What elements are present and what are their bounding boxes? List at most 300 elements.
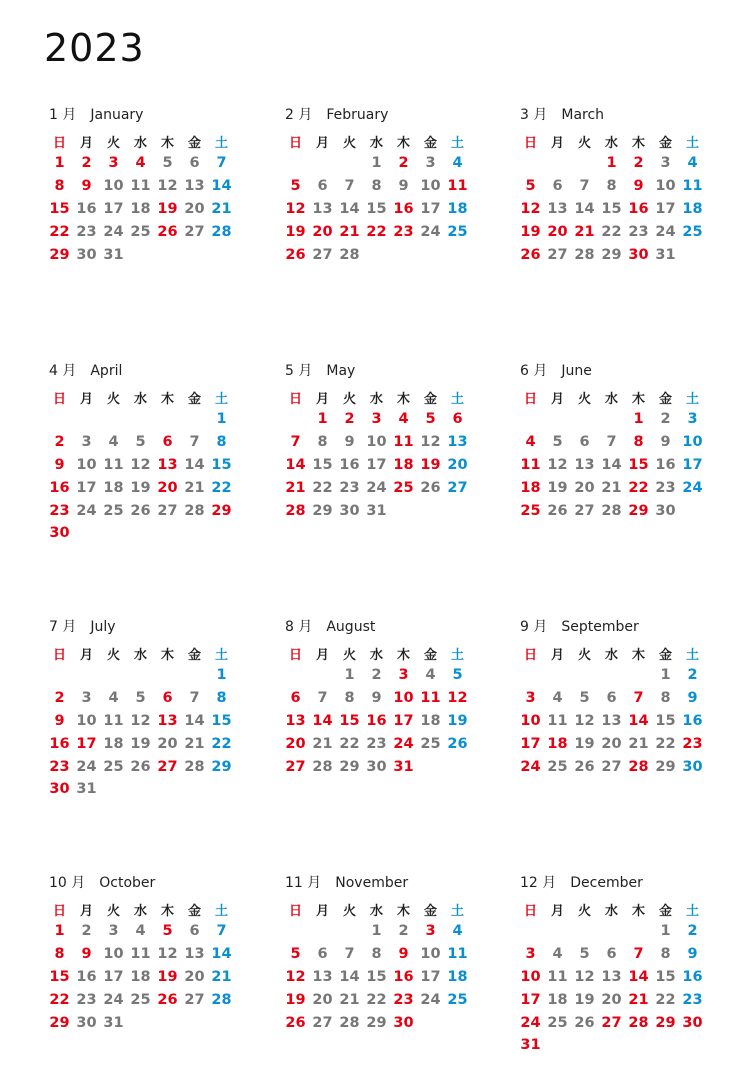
week-row	[282, 988, 482, 1011]
week-row	[46, 732, 246, 755]
weekday-label: 月	[315, 135, 329, 151]
day-cell: 17	[393, 712, 414, 729]
day-cell: 3	[108, 155, 119, 172]
day-cell: 1	[606, 155, 617, 172]
day-cell: 11	[682, 178, 703, 195]
month-header	[517, 360, 717, 380]
weekday-label: 金	[423, 135, 437, 151]
month-header	[46, 872, 246, 892]
weekday-label: 月	[79, 903, 93, 919]
month-name: October	[99, 875, 156, 891]
weekday-label: 日	[52, 135, 66, 151]
day-cell: 3	[108, 923, 119, 940]
day-cell: 4	[552, 946, 563, 963]
weekday-label: 火	[577, 647, 591, 663]
day-cell: 27	[447, 479, 468, 496]
day-cell: 11	[447, 946, 468, 963]
day-cell: 7	[344, 178, 355, 195]
month-name: March	[561, 107, 605, 123]
day-cell: 21	[339, 223, 360, 240]
day-cell: 19	[157, 200, 178, 217]
month-number: 7 月	[49, 619, 77, 635]
weekday-label: 木	[631, 647, 645, 663]
day-cell: 19	[420, 456, 441, 473]
day-cell: 17	[682, 456, 703, 473]
day-cell: 25	[393, 479, 414, 496]
day-cell: 3	[398, 667, 409, 684]
weekday-label: 木	[631, 391, 645, 407]
day-cell: 18	[103, 735, 124, 752]
day-cell: 2	[371, 667, 382, 684]
day-cell: 23	[76, 223, 97, 240]
weekday-label: 火	[577, 391, 591, 407]
day-cell: 18	[420, 712, 441, 729]
day-cell: 12	[574, 712, 595, 729]
week-row	[282, 687, 482, 710]
week-row	[46, 522, 246, 545]
day-cell: 5	[452, 667, 463, 684]
day-cell: 16	[49, 479, 70, 496]
weekday-header	[46, 386, 246, 408]
day-cell: 19	[447, 712, 468, 729]
month-name: February	[326, 107, 389, 123]
month-header	[282, 360, 482, 380]
day-cell: 3	[525, 946, 536, 963]
day-cell: 16	[393, 200, 414, 217]
week-row	[517, 408, 717, 431]
day-cell: 1	[216, 667, 227, 684]
day-cell: 20	[601, 735, 622, 752]
day-cell: 27	[601, 758, 622, 775]
weekday-label: 火	[106, 391, 120, 407]
day-cell: 2	[81, 155, 92, 172]
day-cell: 22	[628, 479, 649, 496]
week-row	[282, 152, 482, 175]
week-row	[282, 408, 482, 431]
day-cell: 21	[601, 479, 622, 496]
day-cell: 6	[189, 155, 200, 172]
day-cell: 1	[371, 923, 382, 940]
day-cell: 28	[574, 246, 595, 263]
day-cell: 23	[339, 479, 360, 496]
day-cell: 6	[552, 178, 563, 195]
week-row	[282, 710, 482, 733]
weekday-label: 金	[658, 135, 672, 151]
day-cell: 15	[49, 968, 70, 985]
day-cell: 30	[366, 758, 387, 775]
month-header	[46, 104, 246, 124]
week-row	[46, 778, 246, 801]
day-cell: 9	[660, 434, 671, 451]
weekday-label: 水	[133, 903, 147, 919]
weekday-label: 日	[523, 135, 537, 151]
day-cell: 3	[371, 411, 382, 428]
week-row	[517, 243, 717, 266]
day-cell: 25	[103, 502, 124, 519]
day-cell: 25	[130, 991, 151, 1008]
week-row	[282, 431, 482, 454]
day-cell: 1	[344, 667, 355, 684]
day-cell: 27	[574, 502, 595, 519]
day-cell: 26	[285, 1014, 306, 1031]
day-cell: 26	[130, 758, 151, 775]
week-row	[46, 408, 246, 431]
day-cell: 7	[633, 690, 644, 707]
weekday-label: 土	[214, 135, 228, 151]
weekday-label: 木	[396, 135, 410, 151]
weekday-label: 木	[160, 135, 174, 151]
day-cell: 11	[130, 178, 151, 195]
day-cell: 1	[317, 411, 328, 428]
weekday-label: 月	[315, 391, 329, 407]
week-row	[46, 431, 246, 454]
weekday-label: 土	[685, 391, 699, 407]
day-cell: 9	[81, 946, 92, 963]
day-cell: 20	[312, 991, 333, 1008]
weekday-label: 火	[106, 135, 120, 151]
month-number: 9 月	[520, 619, 548, 635]
day-cell: 28	[211, 223, 232, 240]
weekday-label: 火	[342, 135, 356, 151]
week-row	[46, 920, 246, 943]
day-cell: 27	[601, 1014, 622, 1031]
day-cell: 9	[398, 946, 409, 963]
weekday-label: 月	[550, 135, 564, 151]
day-cell: 5	[552, 434, 563, 451]
weekday-label: 日	[52, 391, 66, 407]
day-cell: 31	[76, 781, 97, 798]
month-block-may	[282, 360, 482, 522]
day-cell: 9	[81, 178, 92, 195]
month-block-july	[46, 616, 246, 801]
weekday-label: 金	[658, 647, 672, 663]
month-header	[46, 360, 246, 380]
day-cell: 10	[520, 712, 541, 729]
month-block-march	[517, 104, 717, 266]
day-cell: 14	[628, 712, 649, 729]
day-cell: 21	[184, 479, 205, 496]
day-cell: 19	[574, 735, 595, 752]
day-cell: 7	[216, 923, 227, 940]
day-cell: 10	[682, 434, 703, 451]
day-cell: 21	[628, 991, 649, 1008]
day-cell: 16	[339, 456, 360, 473]
day-cell: 24	[420, 223, 441, 240]
day-cell: 7	[633, 946, 644, 963]
weekday-label: 日	[52, 647, 66, 663]
day-cell: 13	[157, 456, 178, 473]
weekday-label: 木	[396, 647, 410, 663]
day-cell: 13	[285, 712, 306, 729]
day-cell: 13	[184, 946, 205, 963]
month-number: 8 月	[285, 619, 313, 635]
day-cell: 5	[162, 155, 173, 172]
day-cell: 16	[682, 712, 703, 729]
weekday-label: 水	[133, 647, 147, 663]
day-cell: 10	[655, 178, 676, 195]
day-cell: 12	[547, 456, 568, 473]
month-name: August	[326, 619, 376, 635]
weekday-label: 土	[685, 135, 699, 151]
week-row	[46, 243, 246, 266]
day-cell: 28	[628, 1014, 649, 1031]
day-cell: 3	[81, 434, 92, 451]
day-cell: 24	[103, 223, 124, 240]
weekday-label: 木	[396, 391, 410, 407]
day-cell: 4	[452, 155, 463, 172]
week-row	[46, 220, 246, 243]
day-cell: 20	[547, 223, 568, 240]
day-cell: 30	[393, 1014, 414, 1031]
day-cell: 14	[184, 456, 205, 473]
month-name: July	[90, 619, 116, 635]
day-cell: 25	[447, 223, 468, 240]
day-cell: 11	[420, 690, 441, 707]
day-cell: 8	[606, 178, 617, 195]
day-cell: 24	[393, 735, 414, 752]
month-number: 2 月	[285, 107, 313, 123]
day-cell: 7	[606, 434, 617, 451]
day-cell: 6	[606, 946, 617, 963]
weekday-label: 土	[685, 903, 699, 919]
day-cell: 8	[216, 434, 227, 451]
weekday-label: 土	[450, 391, 464, 407]
day-cell: 9	[398, 178, 409, 195]
day-cell: 2	[660, 411, 671, 428]
weekday-label: 日	[523, 391, 537, 407]
day-cell: 1	[54, 155, 65, 172]
day-cell: 5	[135, 434, 146, 451]
weekday-label: 土	[214, 647, 228, 663]
day-cell: 19	[547, 479, 568, 496]
day-cell: 5	[579, 690, 590, 707]
weekday-label: 月	[315, 903, 329, 919]
day-cell: 22	[339, 735, 360, 752]
weekday-label: 水	[604, 647, 618, 663]
day-cell: 1	[371, 155, 382, 172]
day-cell: 7	[317, 690, 328, 707]
day-cell: 26	[420, 479, 441, 496]
week-row	[517, 1011, 717, 1034]
day-cell: 15	[655, 968, 676, 985]
week-row	[46, 687, 246, 710]
day-cell: 26	[447, 735, 468, 752]
day-cell: 13	[601, 712, 622, 729]
day-cell: 24	[420, 991, 441, 1008]
day-cell: 14	[628, 968, 649, 985]
week-row	[517, 732, 717, 755]
day-cell: 19	[285, 223, 306, 240]
day-cell: 28	[285, 502, 306, 519]
weekday-label: 金	[187, 903, 201, 919]
day-cell: 23	[682, 735, 703, 752]
day-cell: 16	[628, 200, 649, 217]
day-cell: 27	[157, 758, 178, 775]
day-cell: 27	[547, 246, 568, 263]
day-cell: 8	[371, 178, 382, 195]
day-cell: 10	[393, 690, 414, 707]
day-cell: 26	[285, 246, 306, 263]
day-cell: 17	[76, 735, 97, 752]
day-cell: 20	[184, 200, 205, 217]
weekday-label: 水	[369, 135, 383, 151]
day-cell: 15	[312, 456, 333, 473]
month-header	[517, 872, 717, 892]
weekday-label: 火	[342, 647, 356, 663]
day-cell: 24	[520, 1014, 541, 1031]
week-row	[282, 243, 482, 266]
day-cell: 13	[447, 434, 468, 451]
month-block-october	[46, 872, 246, 1034]
weekday-header	[46, 130, 246, 152]
day-cell: 14	[312, 712, 333, 729]
day-cell: 22	[312, 479, 333, 496]
week-row	[282, 220, 482, 243]
day-cell: 12	[157, 178, 178, 195]
month-header	[517, 616, 717, 636]
month-header	[46, 616, 246, 636]
weekday-header	[517, 898, 717, 920]
day-cell: 23	[655, 479, 676, 496]
day-cell: 4	[552, 690, 563, 707]
week-row	[517, 499, 717, 522]
day-cell: 24	[366, 479, 387, 496]
weekday-label: 土	[450, 903, 464, 919]
day-cell: 12	[157, 946, 178, 963]
weekday-label: 日	[288, 135, 302, 151]
day-cell: 18	[130, 968, 151, 985]
week-row	[282, 454, 482, 477]
month-block-june	[517, 360, 717, 522]
day-cell: 6	[579, 434, 590, 451]
day-cell: 28	[211, 991, 232, 1008]
day-cell: 30	[628, 246, 649, 263]
month-number: 12 月	[520, 875, 557, 891]
month-name: May	[326, 363, 356, 379]
day-cell: 5	[425, 411, 436, 428]
day-cell: 17	[420, 968, 441, 985]
month-number: 4 月	[49, 363, 77, 379]
day-cell: 14	[574, 200, 595, 217]
weekday-label: 木	[631, 903, 645, 919]
weekday-label: 日	[52, 903, 66, 919]
week-row	[46, 476, 246, 499]
day-cell: 18	[547, 991, 568, 1008]
day-cell: 24	[76, 758, 97, 775]
weekday-label: 火	[577, 135, 591, 151]
day-cell: 28	[184, 758, 205, 775]
day-cell: 27	[285, 758, 306, 775]
day-cell: 12	[574, 968, 595, 985]
day-cell: 23	[49, 502, 70, 519]
day-cell: 16	[76, 968, 97, 985]
day-cell: 7	[579, 178, 590, 195]
month-header	[282, 872, 482, 892]
day-cell: 13	[601, 968, 622, 985]
day-cell: 9	[344, 434, 355, 451]
weekday-header	[46, 642, 246, 664]
month-number: 3 月	[520, 107, 548, 123]
weekday-label: 土	[450, 647, 464, 663]
day-cell: 22	[601, 223, 622, 240]
weekday-label: 土	[450, 135, 464, 151]
day-cell: 2	[398, 155, 409, 172]
day-cell: 3	[425, 155, 436, 172]
day-cell: 21	[184, 735, 205, 752]
weekday-label: 月	[550, 903, 564, 919]
day-cell: 25	[547, 1014, 568, 1031]
day-cell: 7	[189, 434, 200, 451]
week-row	[46, 499, 246, 522]
weekday-label: 日	[288, 647, 302, 663]
day-cell: 25	[103, 758, 124, 775]
day-cell: 7	[216, 155, 227, 172]
weekday-header	[282, 642, 482, 664]
day-cell: 6	[452, 411, 463, 428]
month-block-april	[46, 360, 246, 545]
day-cell: 22	[211, 735, 232, 752]
day-cell: 26	[130, 502, 151, 519]
week-row	[46, 664, 246, 687]
week-row	[282, 664, 482, 687]
day-cell: 3	[687, 411, 698, 428]
day-cell: 4	[108, 434, 119, 451]
day-cell: 30	[49, 525, 70, 542]
week-row	[282, 920, 482, 943]
day-cell: 5	[290, 178, 301, 195]
weekday-label: 土	[214, 391, 228, 407]
day-cell: 8	[660, 690, 671, 707]
day-cell: 26	[157, 223, 178, 240]
day-cell: 29	[655, 758, 676, 775]
week-row	[46, 198, 246, 221]
weekday-label: 月	[550, 647, 564, 663]
day-cell: 31	[366, 502, 387, 519]
month-number: 11 月	[285, 875, 322, 891]
week-row	[46, 966, 246, 989]
day-cell: 1	[54, 923, 65, 940]
day-cell: 25	[547, 758, 568, 775]
day-cell: 9	[371, 690, 382, 707]
day-cell: 17	[520, 735, 541, 752]
day-cell: 13	[312, 200, 333, 217]
day-cell: 31	[103, 246, 124, 263]
weekday-label: 水	[133, 391, 147, 407]
month-header	[282, 616, 482, 636]
day-cell: 13	[574, 456, 595, 473]
week-row	[282, 175, 482, 198]
week-row	[46, 710, 246, 733]
day-cell: 12	[447, 690, 468, 707]
month-name: September	[561, 619, 639, 635]
day-cell: 29	[655, 1014, 676, 1031]
day-cell: 5	[290, 946, 301, 963]
day-cell: 16	[655, 456, 676, 473]
week-row	[517, 198, 717, 221]
weekday-label: 日	[523, 647, 537, 663]
week-row	[282, 1011, 482, 1034]
day-cell: 23	[366, 735, 387, 752]
weekday-label: 金	[423, 903, 437, 919]
day-cell: 8	[344, 690, 355, 707]
day-cell: 11	[393, 434, 414, 451]
weekday-header	[282, 130, 482, 152]
day-cell: 8	[317, 434, 328, 451]
day-cell: 24	[655, 223, 676, 240]
day-cell: 25	[130, 223, 151, 240]
day-cell: 14	[211, 178, 232, 195]
month-block-september	[517, 616, 717, 778]
